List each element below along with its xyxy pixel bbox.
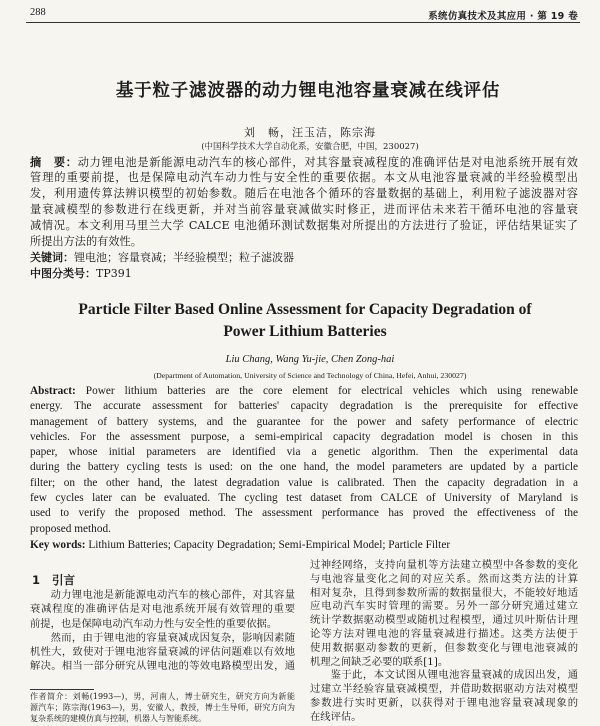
- line-text: 相对复杂，且得到参数所需的数据量很大，不能较好地适: [310, 586, 578, 599]
- abstract-en-label: Abstract:: [30, 385, 86, 397]
- classification-value: TP391: [96, 267, 132, 280]
- left-column: [30, 588, 295, 674]
- footnote-line: [30, 714, 295, 725]
- keywords-zh-label: 关键词：: [30, 251, 74, 264]
- line-text: vehicles. For the assessment purpose, a semi-empirical capacity degradation model is chosen in this: [30, 430, 578, 443]
- abstract-zh-line: [30, 218, 578, 234]
- line-text: used to verify the proposed method. The assessment performance has proved the effectiveness of the: [30, 507, 578, 520]
- keywords-zh: [30, 250, 578, 266]
- footnote-line: [30, 703, 295, 714]
- line-text: 发，利用遗传算法辨识模型的初始参数。随后在电池各个循环的容量数据的基础上，利用粒子滤波器对容: [30, 187, 578, 200]
- keywords-zh-text: 锂电池；容量衰减；半经验模型；粒子滤波器: [74, 251, 294, 264]
- line-text: management of battery systems, and the guarantee for the power and safety performance of electric: [30, 415, 578, 428]
- line-text: 过神经网络，支持向量机等方法建立模型中各参数的变化: [310, 559, 578, 571]
- line-text: 作者简介：刘畅(1993—)，男，河南人，博士研究生，研究方向为新能: [30, 692, 295, 701]
- paper-title-en-line: Particle Filter Based Online Assessment for Capacity Degradation of: [78, 301, 532, 318]
- line-text: 解决。相当一部分研究从锂电池的等效电路模型出发，通: [30, 660, 295, 673]
- abstract-en-line: [30, 476, 578, 491]
- body-line: [30, 631, 295, 645]
- line-text: 机性大，致使对于锂电池容量衰减的评估问题难以有效地: [30, 646, 295, 659]
- paragraph: [30, 631, 295, 674]
- paper-title-en: [10, 299, 600, 343]
- line-text: 应电动汽车实时管理的需要。另外一部分研究通过建立: [310, 600, 578, 613]
- page-number: 288: [30, 7, 46, 18]
- line-text: 参数进行实时更新，以获得对于锂电池容量衰减现象的: [310, 696, 578, 709]
- abstract-en-line: [30, 491, 578, 506]
- paragraph: [30, 588, 295, 631]
- abstract-zh-line: [30, 154, 578, 170]
- line-text: 统计学数据驱动模型或随机过程模型，通过贝叶斯估计理: [310, 614, 578, 627]
- affiliation-zh: (中国科学技术大学自动化系，安徽合肥，中国，230027): [201, 142, 419, 152]
- line-text: proposed method.: [30, 522, 111, 535]
- abstract-en-line: [30, 522, 578, 537]
- line-text: during the battery cycling tests is used: on the one hand, the model parameters are updated by a particle: [30, 461, 578, 474]
- line-text: energy. The accurate assessment for batteries' capacity degradation is the prerequisite for effective: [30, 400, 578, 413]
- affiliation-en: (Department of Automation, University of Science and Technology of China, Hefei, Anhui, 230027): [153, 371, 467, 380]
- abstract-en-line: [30, 430, 578, 445]
- journal-name: 系统仿真技术及其应用 · 第 19 卷: [428, 11, 578, 22]
- body-line: [30, 617, 295, 631]
- paragraph: [310, 559, 578, 669]
- line-text: 过建立半经验容量衰减模型，并借助数据驱动方法对模型: [310, 683, 578, 696]
- section-title: 引言: [52, 573, 76, 587]
- keywords-en: [30, 538, 578, 553]
- line-text: 在线评估。: [310, 710, 362, 723]
- line-text: paper, whose initial parameters are identified via a genetic algorithm. Then the experimental data: [30, 446, 578, 459]
- body-line: [30, 588, 295, 602]
- line-text: 动力锂电池是新能源电动汽车的核心部件，对其容量: [50, 589, 295, 601]
- footnote-rule: [30, 689, 94, 690]
- line-text: 前提，也是保障电动汽车动力性与安全性的重要依据。: [30, 617, 278, 630]
- body-line: [30, 602, 295, 616]
- body-line: [30, 659, 295, 673]
- body-line: [310, 669, 578, 683]
- body-line: [30, 645, 295, 659]
- body-line: [310, 711, 578, 725]
- authors-zh: 刘 畅，汪玉洁，陈宗海: [244, 126, 376, 139]
- abstract-zh-label: 摘 要：: [30, 155, 78, 169]
- abstract-zh: [30, 154, 578, 250]
- body-line: [310, 600, 578, 614]
- abstract-en-line: [30, 415, 578, 430]
- body-line: [310, 697, 578, 711]
- line-text: 动力锂电池是新能源电动汽车的核心部件，对其容量衰减程度的准确评估是对电池系统开展有效: [77, 156, 578, 169]
- abstract-en-line: [30, 460, 578, 475]
- right-column: [310, 559, 578, 725]
- line-text: filter; on the other hand, the latest degradation value is calibrated. Then the capacity degradation in a: [30, 476, 578, 489]
- line-text: 复杂系统的建模仿真与控制，机器人与智能系统。: [30, 713, 206, 723]
- author-footnote: [30, 692, 295, 724]
- line-text: 鉴于此，本文试图从锂电池容量衰减的成因出发，通: [330, 669, 578, 682]
- abstract-en: [30, 384, 578, 537]
- abstract-en-line: [30, 445, 578, 460]
- line-text: Power lithium batteries are the core element for electrical vehicles which using renewable: [85, 385, 578, 397]
- body-line: [310, 683, 578, 697]
- abstract-zh-line: [30, 186, 578, 202]
- line-text: 衰减程度的准确评估是对电池系统开展有效管理的重要: [30, 603, 295, 616]
- section-number: 1: [32, 573, 41, 587]
- line-text: 源汽车；陈宗海(1963—)，男，安徽人，教授，博士生导师，研究方向为: [30, 702, 295, 712]
- body-line: [310, 628, 578, 642]
- abstract-zh-line: [30, 202, 578, 218]
- line-text: 所提出方法的有效性。: [30, 235, 142, 248]
- keywords-en-label: Key words:: [30, 539, 89, 551]
- abstract-en-line: [30, 384, 578, 399]
- line-text: 减情况。本文利用马里兰大学 CALCE 电池循环测试数据集对所提出的方法进行了验证，评估结果证实了: [30, 219, 578, 232]
- body-line: [310, 642, 578, 656]
- footnote-line: [30, 692, 295, 703]
- body-line: [310, 559, 578, 573]
- abstract-zh-line: [30, 170, 578, 186]
- body-line: [310, 587, 578, 601]
- line-text: 管理的重要前提，也是保障电动汽车动力性与安全性的重要依据。本文从电池容量衰减的半经验模型出: [30, 171, 578, 184]
- abstract-zh-line: [30, 234, 578, 250]
- paper-title-en-line: Power Lithium Batteries: [223, 323, 387, 340]
- line-text: 然而，由于锂电池的容量衰减成因复杂，影响因素随: [50, 631, 295, 644]
- keywords-en-text: Lithium Batteries; Capacity Degradation; Semi-Empirical Model; Particle Filter: [88, 539, 451, 551]
- classification-label: 中图分类号：: [30, 267, 96, 280]
- header-rule: [26, 22, 580, 23]
- line-text: 论等方法对锂电池的容量衰减进行描述。这类方法便于: [310, 627, 578, 640]
- line-text: few cycles later can be evaluated. The cycling test dataset from CALCE of University of Maryland is: [30, 492, 578, 505]
- body-line: [310, 573, 578, 587]
- classification-number: [30, 266, 578, 282]
- abstract-en-line: [30, 506, 578, 521]
- authors-en: Liu Chang, Wang Yu-jie, Chen Zong-hai: [225, 354, 395, 365]
- line-text: 量衰减模型的参数进行在线更新，并对当前容量衰减做实时修正，进而评估未来若干循环电池的容量衰: [30, 203, 578, 216]
- line-text: 与电池容量变化之间的对应关系。然而这类方法的计算: [310, 572, 578, 585]
- paragraph: [310, 669, 578, 724]
- paper-title-zh: 基于粒子滤波器的动力锂电池容量衰减在线评估: [115, 81, 501, 101]
- line-text: 使用数据驱动参数的更新，但参数变化与锂电池衰减的: [310, 641, 578, 654]
- line-text: 机理之间缺乏必要的联系[1]。: [310, 655, 449, 668]
- abstract-en-line: [30, 399, 578, 414]
- body-line: [310, 614, 578, 628]
- section-heading: [32, 572, 75, 588]
- body-line: [310, 656, 578, 670]
